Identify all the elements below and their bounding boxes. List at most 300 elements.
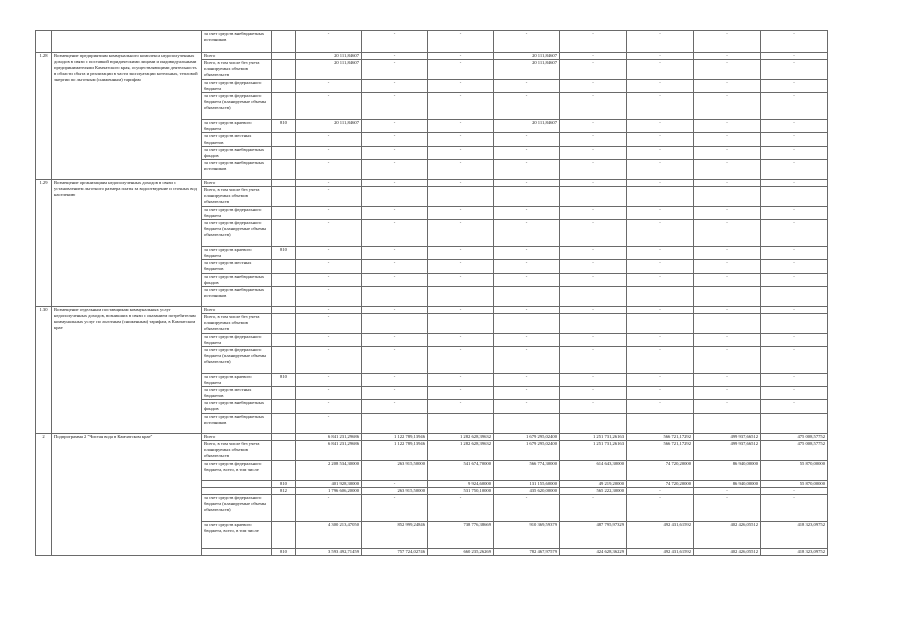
value-cell: -	[627, 31, 694, 53]
budget-code: 810	[272, 373, 296, 386]
section-number	[36, 31, 52, 53]
value-cell: -	[296, 313, 362, 333]
budget-code	[272, 220, 296, 247]
value-cell: 475 008,57752	[761, 440, 828, 460]
value-cell: -	[761, 373, 828, 386]
value-cell: -	[494, 400, 560, 413]
budget-code	[272, 273, 296, 286]
value-cell: 1 679 295,02400	[494, 433, 560, 440]
value-cell: -	[761, 31, 828, 53]
value-cell: -	[494, 260, 560, 273]
value-cell: -	[428, 120, 494, 133]
section-number: 1.28	[36, 53, 52, 180]
value-cell: -	[627, 133, 694, 146]
value-cell: 20 111,84607	[494, 120, 560, 133]
value-cell: 1 282 628,39632	[428, 433, 494, 440]
budget-code	[272, 521, 296, 548]
value-cell: 20 111,84607	[296, 120, 362, 133]
value-cell: 499 937,66512	[694, 433, 761, 440]
value-cell: -	[296, 206, 362, 219]
budget-code	[272, 186, 296, 206]
value-cell: 20 111,84607	[296, 53, 362, 60]
value-cell: -	[362, 400, 428, 413]
value-cell: 4 300 213,47050	[296, 521, 362, 548]
value-cell: -	[362, 80, 428, 93]
funding-source: за счет средств краевого бюджета	[202, 247, 272, 260]
value-cell: -	[362, 273, 428, 286]
value-cell: 1 122 789,13946	[362, 440, 428, 460]
value-cell: -	[694, 146, 761, 159]
value-cell: -	[761, 400, 828, 413]
value-cell	[362, 413, 428, 433]
budget-code	[272, 93, 296, 120]
funding-source: Всего, в том числе без учета планируемых объемов обязательств	[202, 186, 272, 206]
value-cell: -	[627, 220, 694, 247]
value-cell: -	[761, 220, 828, 247]
value-cell: -	[362, 494, 428, 521]
value-cell	[494, 286, 560, 306]
value-cell	[761, 313, 828, 333]
value-cell: 660 235,26269	[428, 548, 494, 555]
value-cell: -	[428, 373, 494, 386]
funding-source: за счет средств федерального бюджета (планируемые объемы обязательств)	[202, 494, 272, 521]
funding-source	[202, 487, 272, 494]
value-cell: -	[560, 80, 627, 93]
value-cell: -	[761, 93, 828, 120]
funding-source: за счет средств федерального бюджета (планируемые объемы обязательств)	[202, 220, 272, 247]
funding-source: Всего, в том числе без учета планируемых объемов обязательств	[202, 440, 272, 460]
budget-code	[272, 400, 296, 413]
value-cell: -	[761, 133, 828, 146]
value-cell	[627, 286, 694, 306]
value-cell: -	[428, 260, 494, 273]
value-cell: -	[761, 273, 828, 286]
value-cell	[560, 286, 627, 306]
value-cell: 6 841 231,29686	[296, 440, 362, 460]
budget-code	[272, 286, 296, 306]
value-cell: -	[296, 247, 362, 260]
value-cell: -	[296, 31, 362, 53]
value-cell: -	[560, 346, 627, 373]
value-cell: 49 219,20000	[560, 480, 627, 487]
value-cell: -	[494, 494, 560, 521]
funding-source: за счет средств краевого бюджета	[202, 373, 272, 386]
value-cell: -	[761, 333, 828, 346]
value-cell: -	[362, 333, 428, 346]
budget-code	[272, 133, 296, 146]
value-cell: -	[362, 53, 428, 60]
value-cell: -	[761, 159, 828, 179]
budget-code: 810	[272, 480, 296, 487]
funding-source	[202, 548, 272, 555]
value-cell: -	[428, 306, 494, 313]
value-cell: -	[627, 93, 694, 120]
value-cell	[560, 186, 627, 206]
budget-code	[272, 433, 296, 440]
value-cell: -	[494, 247, 560, 260]
value-cell: 418 323,09752	[761, 521, 828, 548]
funding-source: за счет средств федерального бюджета (планируемые объемы обязательств)	[202, 346, 272, 373]
value-cell: 55 870,00000	[761, 460, 828, 480]
value-cell: -	[296, 133, 362, 146]
section-number: 1.29	[36, 179, 52, 306]
value-cell: -	[694, 487, 761, 494]
value-cell: 565 222,30000	[560, 487, 627, 494]
value-cell: -	[694, 206, 761, 219]
value-cell: -	[560, 373, 627, 386]
value-cell: -	[694, 53, 761, 60]
value-cell: 499 937,66512	[694, 440, 761, 460]
funding-source: Всего	[202, 53, 272, 60]
funding-source: за счет средств внебюджетных фондов	[202, 273, 272, 286]
value-cell: -	[694, 494, 761, 521]
section-title: Подпрограмма 2 "Чистая вода в Камчатском крае"	[52, 433, 202, 555]
value-cell: -	[296, 387, 362, 400]
funding-source: за счет средств внебюджетных источников	[202, 413, 272, 433]
value-cell	[694, 186, 761, 206]
budget-code	[272, 31, 296, 53]
value-cell: 852 999,24846	[362, 521, 428, 548]
value-cell: 263 915,50000	[362, 487, 428, 494]
budget-code	[272, 313, 296, 333]
value-cell: 566 721,17292	[627, 440, 694, 460]
value-cell: -	[296, 373, 362, 386]
value-cell: -	[694, 31, 761, 53]
value-cell: -	[694, 120, 761, 133]
value-cell	[761, 286, 828, 306]
value-cell	[494, 413, 560, 433]
value-cell: -	[296, 413, 362, 433]
value-cell: -	[362, 480, 428, 487]
funding-source: Всего, в том числе без учета планируемых объемов обязательств	[202, 60, 272, 80]
value-cell: -	[362, 373, 428, 386]
value-cell: -	[761, 487, 828, 494]
value-cell: -	[428, 273, 494, 286]
value-cell: 1 679 295,02400	[494, 440, 560, 460]
value-cell	[362, 313, 428, 333]
section-number: 2	[36, 433, 52, 555]
value-cell: -	[428, 31, 494, 53]
value-cell: -	[761, 346, 828, 373]
value-cell: 9 924,60000	[428, 480, 494, 487]
section-title: Возмещение отдельным поставщикам коммунальных услуг недополученных доходов, возникших в связи с оказанием потребителям коммунальных услуг по льготным (сниженным) тарифам, в Камчатском крае	[52, 306, 202, 433]
value-cell	[428, 413, 494, 433]
value-cell: -	[560, 60, 627, 80]
value-cell: -	[494, 133, 560, 146]
value-cell: 531 750,10000	[428, 487, 494, 494]
table-row	[36, 179, 828, 186]
value-cell: -	[694, 387, 761, 400]
value-cell: -	[694, 159, 761, 179]
value-cell: -	[362, 133, 428, 146]
funding-source: за счет средств местных бюджетов	[202, 260, 272, 273]
value-cell	[428, 186, 494, 206]
value-cell	[494, 186, 560, 206]
value-cell: -	[627, 206, 694, 219]
budget-table	[35, 30, 828, 556]
value-cell	[428, 286, 494, 306]
value-cell: -	[761, 146, 828, 159]
value-cell: -	[296, 186, 362, 206]
value-cell: -	[560, 387, 627, 400]
value-cell: 86 940,00000	[694, 460, 761, 480]
value-cell: -	[627, 80, 694, 93]
value-cell: -	[627, 260, 694, 273]
budget-code	[272, 80, 296, 93]
value-cell: -	[362, 60, 428, 80]
value-cell: -	[761, 247, 828, 260]
budget-code	[272, 260, 296, 273]
funding-source: Всего	[202, 433, 272, 440]
value-cell: -	[296, 93, 362, 120]
funding-source: Всего	[202, 306, 272, 313]
value-cell: -	[560, 159, 627, 179]
budget-code	[272, 440, 296, 460]
value-cell: -	[494, 387, 560, 400]
value-cell	[627, 186, 694, 206]
value-cell: -	[627, 387, 694, 400]
value-cell	[627, 413, 694, 433]
value-cell	[560, 313, 627, 333]
budget-code	[272, 346, 296, 373]
value-cell: 20 111,84607	[494, 60, 560, 80]
value-cell: 492 431,61592	[627, 521, 694, 548]
funding-source: за счет средств федерального бюджета	[202, 206, 272, 219]
value-cell: -	[761, 306, 828, 313]
value-cell: -	[428, 53, 494, 60]
value-cell: 20 111,84607	[494, 53, 560, 60]
budget-code	[272, 60, 296, 80]
funding-source: за счет средств краевого бюджета	[202, 120, 272, 133]
table-row	[36, 306, 828, 313]
value-cell: -	[560, 333, 627, 346]
value-cell: -	[494, 273, 560, 286]
value-cell: 3 593 492,71459	[296, 548, 362, 555]
funding-source: за счет средств внебюджетных фондов	[202, 400, 272, 413]
value-cell: -	[494, 373, 560, 386]
value-cell: 614 643,30000	[560, 460, 627, 480]
value-cell: -	[560, 306, 627, 313]
value-cell: -	[627, 333, 694, 346]
value-cell: -	[494, 346, 560, 373]
value-cell: -	[560, 120, 627, 133]
funding-source: за счет средств федерального бюджета (планируемые объемы обязательств)	[202, 93, 272, 120]
value-cell: 566 774,30000	[494, 460, 560, 480]
value-cell: -	[428, 159, 494, 179]
budget-code	[272, 306, 296, 313]
value-cell: -	[694, 93, 761, 120]
budget-code	[272, 159, 296, 179]
value-cell: -	[362, 93, 428, 120]
funding-source: за счет средств краевого бюджета, всего, в том числе	[202, 521, 272, 548]
value-cell: -	[428, 206, 494, 219]
value-cell: -	[694, 400, 761, 413]
budget-code	[272, 179, 296, 186]
value-cell: -	[627, 306, 694, 313]
value-cell: -	[694, 247, 761, 260]
value-cell: -	[428, 387, 494, 400]
funding-source: за счет средств внебюджетных фондов	[202, 146, 272, 159]
value-cell: -	[428, 93, 494, 120]
value-cell: 402 426,05512	[694, 548, 761, 555]
value-cell	[694, 313, 761, 333]
value-cell: 2 208 534,30000	[296, 460, 362, 480]
value-cell: -	[494, 31, 560, 53]
value-cell: -	[694, 346, 761, 373]
value-cell: 74 720,20000	[627, 460, 694, 480]
value-cell: -	[296, 80, 362, 93]
value-cell	[494, 313, 560, 333]
value-cell: -	[560, 93, 627, 120]
budget-code	[272, 387, 296, 400]
value-cell: -	[428, 80, 494, 93]
value-cell: -	[362, 159, 428, 179]
section-title: Возмещение предприятиям коммунального комплекса недополученных доходов в связи с поставкой юридическими лицами и индивидуальными предпринимателями Камчатского края, осуществляющими деятельность в области сбыта и реализации в части эксплуатации котельных, тепловой энергии по льготным (сниженным) тарифам	[52, 53, 202, 180]
value-cell: -	[627, 346, 694, 373]
value-cell: -	[296, 260, 362, 273]
value-cell	[694, 413, 761, 433]
value-cell: 910 369,59379	[494, 521, 560, 548]
value-cell: -	[296, 346, 362, 373]
value-cell: -	[494, 146, 560, 159]
value-cell: -	[694, 133, 761, 146]
funding-source: за счет средств внебюджетных источников	[202, 31, 272, 53]
value-cell: -	[761, 120, 828, 133]
value-cell	[694, 286, 761, 306]
value-cell: -	[296, 286, 362, 306]
value-cell: 566 721,17292	[627, 433, 694, 440]
value-cell: 782 467,97579	[494, 548, 560, 555]
value-cell: 55 870,00000	[761, 480, 828, 487]
value-cell: -	[560, 273, 627, 286]
value-cell: -	[428, 220, 494, 247]
budget-code: 810	[272, 548, 296, 555]
value-cell: -	[627, 373, 694, 386]
value-cell: -	[362, 120, 428, 133]
table-row	[36, 53, 828, 60]
value-cell: 401 928,30000	[296, 480, 362, 487]
value-cell: -	[296, 400, 362, 413]
funding-source: Всего	[202, 179, 272, 186]
budget-code	[272, 494, 296, 521]
value-cell: -	[560, 31, 627, 53]
value-cell: -	[362, 387, 428, 400]
value-cell: -	[560, 494, 627, 521]
value-cell: 541 674,70000	[428, 460, 494, 480]
value-cell: -	[761, 60, 828, 80]
funding-source: за счет средств федерального бюджета, всего, в том числе	[202, 460, 272, 480]
value-cell: -	[362, 260, 428, 273]
value-cell: 263 915,50000	[362, 460, 428, 480]
value-cell: -	[627, 494, 694, 521]
value-cell: -	[362, 146, 428, 159]
value-cell: 1 251 731,26163	[560, 433, 627, 440]
value-cell: -	[627, 120, 694, 133]
value-cell: -	[761, 494, 828, 521]
value-cell: -	[560, 220, 627, 247]
value-cell: -	[627, 400, 694, 413]
value-cell: -	[296, 333, 362, 346]
value-cell: -	[296, 306, 362, 313]
value-cell: -	[694, 273, 761, 286]
value-cell: 131 155,60000	[494, 480, 560, 487]
value-cell: 1 251 731,26163	[560, 440, 627, 460]
funding-source: Всего, в том числе без учета планируемых объемов обязательств	[202, 313, 272, 333]
value-cell: -	[494, 220, 560, 247]
value-cell: -	[560, 206, 627, 219]
value-cell: 738 776,38669	[428, 521, 494, 548]
value-cell: -	[494, 159, 560, 179]
value-cell: -	[428, 133, 494, 146]
table-row	[36, 433, 828, 440]
value-cell: 492 431,61592	[627, 548, 694, 555]
value-cell: -	[627, 60, 694, 80]
value-cell: -	[428, 146, 494, 159]
value-cell: -	[494, 333, 560, 346]
value-cell: -	[494, 93, 560, 120]
value-cell: -	[694, 220, 761, 247]
value-cell: -	[761, 179, 828, 186]
value-cell	[627, 313, 694, 333]
value-cell: 20 111,84607	[296, 60, 362, 80]
value-cell: -	[296, 179, 362, 186]
funding-source: за счет средств федерального бюджета	[202, 80, 272, 93]
budget-code	[272, 413, 296, 433]
section-number: 1.30	[36, 306, 52, 433]
value-cell: -	[560, 133, 627, 146]
value-cell: -	[428, 494, 494, 521]
value-cell: -	[694, 80, 761, 93]
budget-code	[272, 206, 296, 219]
value-cell: -	[494, 306, 560, 313]
value-cell: -	[428, 346, 494, 373]
value-cell: -	[494, 179, 560, 186]
budget-code	[272, 460, 296, 480]
value-cell: -	[560, 247, 627, 260]
value-cell: -	[560, 179, 627, 186]
value-cell: -	[296, 220, 362, 247]
value-cell: -	[428, 333, 494, 346]
value-cell: -	[362, 31, 428, 53]
value-cell: -	[560, 400, 627, 413]
value-cell: -	[694, 179, 761, 186]
budget-code	[272, 146, 296, 159]
value-cell: 1 282 628,39632	[428, 440, 494, 460]
budget-code	[272, 333, 296, 346]
value-cell: 424 628,36229	[560, 548, 627, 555]
budget-code: 810	[272, 120, 296, 133]
value-cell	[761, 413, 828, 433]
value-cell: -	[494, 206, 560, 219]
value-cell: -	[494, 80, 560, 93]
value-cell: 757 724,02746	[362, 548, 428, 555]
value-cell	[560, 413, 627, 433]
value-cell: 435 620,00000	[494, 487, 560, 494]
value-cell: -	[428, 400, 494, 413]
value-cell	[428, 313, 494, 333]
section-title: Возмещение организациям недополученных доходов в связи с установлением льготного размера платы за водоотведение и сточных вод населению	[52, 179, 202, 306]
value-cell: -	[362, 206, 428, 219]
value-cell: -	[694, 306, 761, 313]
value-cell: -	[627, 247, 694, 260]
value-cell: -	[362, 220, 428, 247]
value-cell: -	[428, 179, 494, 186]
value-cell: -	[761, 53, 828, 60]
value-cell: 1 122 789,13946	[362, 433, 428, 440]
value-cell: 74 720,20000	[627, 480, 694, 487]
value-cell	[362, 286, 428, 306]
value-cell: -	[627, 179, 694, 186]
